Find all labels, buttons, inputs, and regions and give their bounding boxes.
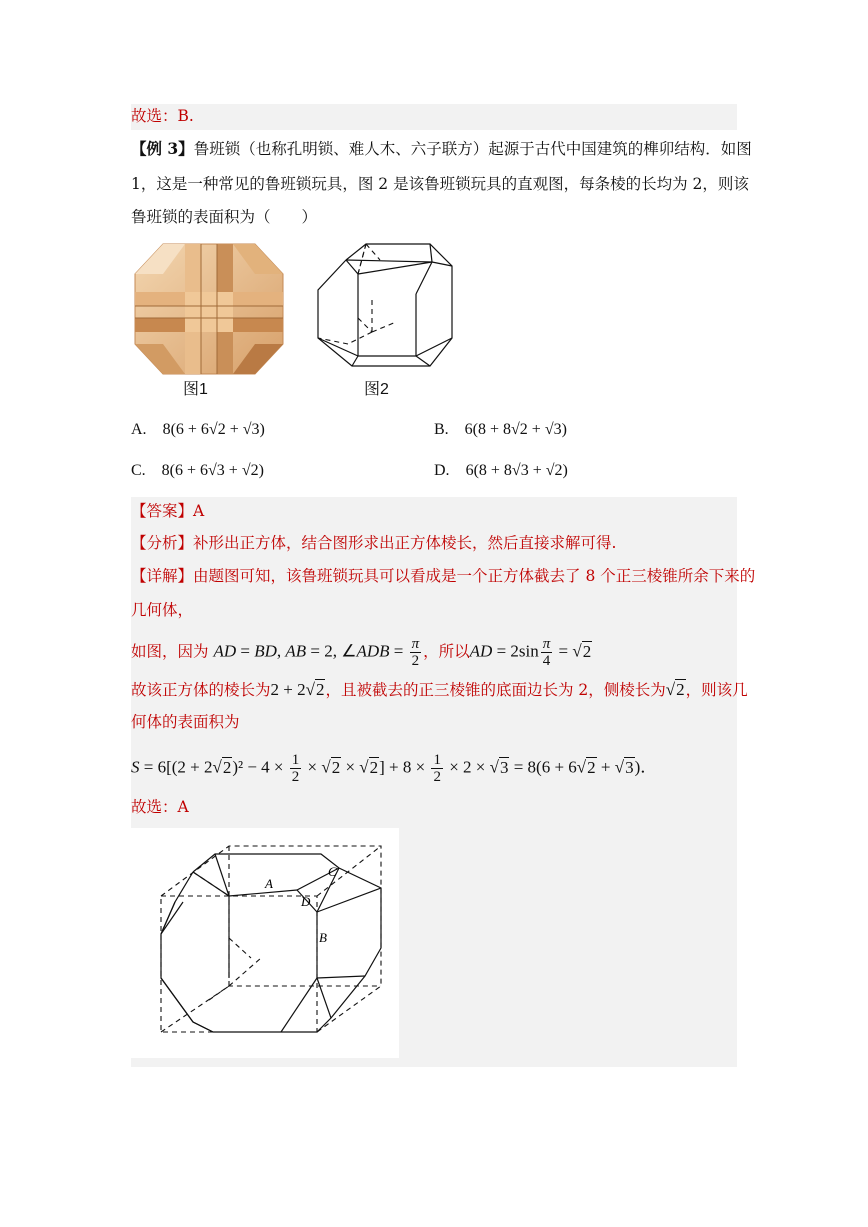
detail-line-4: 故该正方体的棱长为2 + 2√2，且被截去的正三棱锥的底面边长为 2，侧棱长为√2，则该几	[131, 680, 748, 699]
option-a[interactable]	[131, 421, 265, 439]
problem-text-1: 鲁班锁（也称孔明锁、难人木、六子联方）起源于古代中国建筑的榫卯结构．如图	[193, 140, 752, 158]
label-a: A	[265, 876, 273, 891]
detail-line-5: 何体的表面积为	[131, 713, 240, 731]
option-d-value: 6(8 + 8√3 + √2)	[465, 462, 568, 479]
analysis-line	[131, 533, 616, 553]
option-d-label: D.	[434, 462, 450, 479]
analysis-tag: 【分析】	[131, 534, 194, 552]
label-b: B	[319, 930, 327, 945]
lead-text: 故选：B.	[131, 107, 194, 125]
detail-tag: 【详解】	[131, 567, 194, 585]
problem-line-2: 1，这是一种常见的鲁班锁玩具，图 2 是该鲁班锁玩具的直观图，每条棱的长均为 2，则该	[131, 175, 749, 193]
problem-tag: 【例 3】	[131, 139, 194, 158]
detail-line-1	[131, 566, 755, 586]
option-c-value: 8(6 + 6√3 + √2)	[161, 462, 264, 479]
puzzle-photo	[133, 240, 285, 378]
analysis-text: 补形出正方体，结合图形求出正方体棱长，然后直接求解可得.	[193, 534, 617, 552]
option-a-value: 8(6 + 6√2 + √3)	[162, 421, 265, 438]
option-c-label: C.	[131, 462, 146, 479]
detail-text-1: 由题图可知，该鲁班锁玩具可以看成是一个正方体截去了 8 个正三棱锥所余下来的	[193, 567, 756, 585]
solution-diagram	[131, 828, 399, 1058]
equation-ad-bd: AD	[213, 641, 237, 661]
lead-shade	[131, 104, 737, 130]
option-c[interactable]	[131, 462, 264, 480]
answer-value: A	[193, 502, 205, 520]
option-b[interactable]	[434, 421, 567, 439]
detail-text-4a: 故该正方体的棱长为	[131, 681, 271, 699]
problem-line-3: 鲁班锁的表面积为（ ）	[131, 208, 318, 226]
option-b-value: 6(8 + 8√2 + √3)	[464, 421, 567, 438]
figure-2-caption: 图2	[364, 381, 389, 398]
detail-text-4b: ，且被截去的正三棱锥的底面边长为 2，侧棱长为	[325, 681, 666, 699]
surface-area-equation: S = 6[(2 + 2√2)² − 4 × $\frac{1}{2}$ × √2 × √2] + 8 × $\frac{1}{2}$ × 2 × √3 = 8(6 + 6√2 + √3)．	[131, 752, 658, 785]
puzzle-wireframe	[312, 236, 462, 380]
label-c: C	[328, 864, 337, 879]
figure-1-caption: 图1	[183, 381, 208, 398]
problem-line-1	[131, 139, 752, 159]
option-d[interactable]	[434, 462, 568, 480]
conclusion: 故选：A	[131, 798, 189, 816]
label-d: D	[301, 894, 311, 909]
answer-line	[131, 501, 204, 521]
detail-line-2: 几何体，	[131, 601, 194, 619]
detail-text-4c: ，则该几	[685, 681, 748, 699]
option-b-label: B.	[434, 421, 449, 438]
answer-tag: 【答案】	[131, 502, 194, 520]
detail-line-3: 如图，因为 AD = BD, AB = 2, ∠ADB = $\frac{\pi}{2}$ ，所以AD = 2sin $\frac{\pi}{4}$ = √2	[131, 636, 592, 669]
detail-text-3a: 如图，因为	[131, 642, 209, 661]
option-a-label: A.	[131, 421, 147, 438]
detail-text-3b: ，所以	[423, 642, 470, 661]
